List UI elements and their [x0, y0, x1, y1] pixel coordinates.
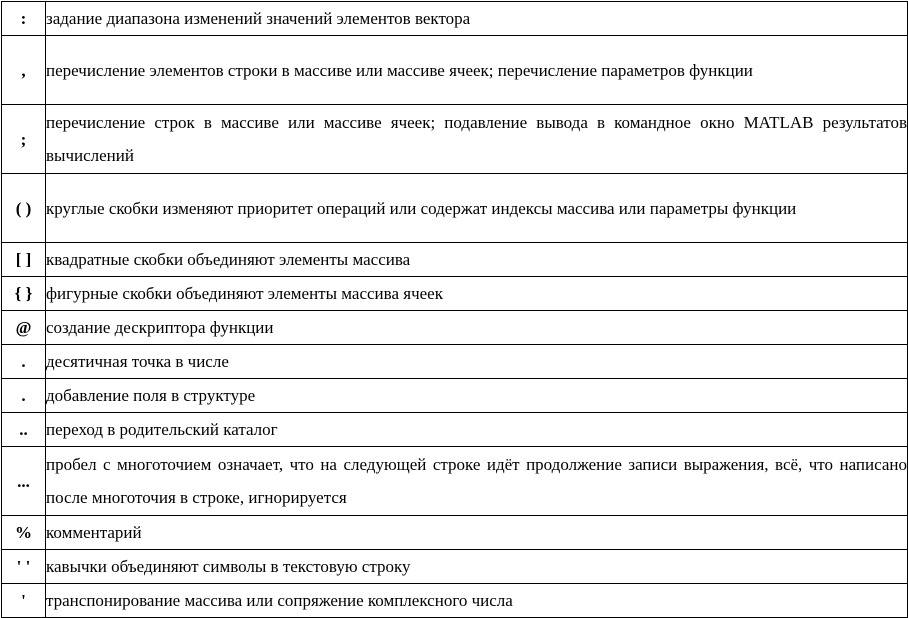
- description-cell: добавление поля в структуре: [46, 379, 908, 413]
- table-row: [2, 584, 908, 618]
- symbol-cell: ' ': [2, 550, 46, 584]
- description-cell: комментарий: [46, 516, 908, 550]
- symbol-cell: %: [2, 516, 46, 550]
- description-cell: транспонирование массива или сопряжение комплексного числа: [46, 584, 908, 618]
- symbol-cell: { }: [2, 277, 46, 311]
- symbol-cell: ;: [2, 105, 46, 174]
- table-row: [2, 379, 908, 413]
- symbol-cell: ..: [2, 413, 46, 447]
- description-cell: кавычки объединяют символы в текстовую строку: [46, 550, 908, 584]
- description-cell: квадратные скобки объединяют элементы массива: [46, 243, 908, 277]
- table-row: [2, 550, 908, 584]
- symbol-cell: ': [2, 584, 46, 618]
- symbol-cell: @: [2, 311, 46, 345]
- description-cell: задание диапазона изменений значений элементов вектора: [46, 2, 908, 36]
- symbol-cell: .: [2, 379, 46, 413]
- table-row: [2, 36, 908, 105]
- description-cell: создание дескриптора функции: [46, 311, 908, 345]
- table-row: [2, 516, 908, 550]
- table-row: [2, 174, 908, 243]
- description-cell: переход в родительский каталог: [46, 413, 908, 447]
- symbol-cell: ,: [2, 36, 46, 105]
- table-row: [2, 105, 908, 174]
- symbol-cell: ...: [2, 447, 46, 516]
- table-row: [2, 413, 908, 447]
- description-cell: круглые скобки изменяют приоритет операций или содержат индексы массива или параметры функции: [46, 174, 908, 243]
- description-cell: десятичная точка в числе: [46, 345, 908, 379]
- description-cell: перечисление элементов строки в массиве или массиве ячеек; перечисление параметров функции: [46, 36, 908, 105]
- table-row: [2, 2, 908, 36]
- symbol-cell: ( ): [2, 174, 46, 243]
- symbols-table: [1, 1, 908, 618]
- table-row: [2, 345, 908, 379]
- symbol-cell: [ ]: [2, 243, 46, 277]
- table-row: [2, 447, 908, 516]
- description-cell: перечисление строк в массиве или массиве ячеек; подавление вывода в командное окно MATLAB результатов вычислений: [46, 105, 908, 174]
- symbol-cell: :: [2, 2, 46, 36]
- table-row: [2, 243, 908, 277]
- table-row: [2, 311, 908, 345]
- table-row: [2, 277, 908, 311]
- description-cell: пробел с многоточием означает, что на следующей строке идёт продолжение записи выражения, всё, что написано после многоточия в строке, игнорируется: [46, 447, 908, 516]
- symbol-cell: .: [2, 345, 46, 379]
- description-cell: фигурные скобки объединяют элементы массива ячеек: [46, 277, 908, 311]
